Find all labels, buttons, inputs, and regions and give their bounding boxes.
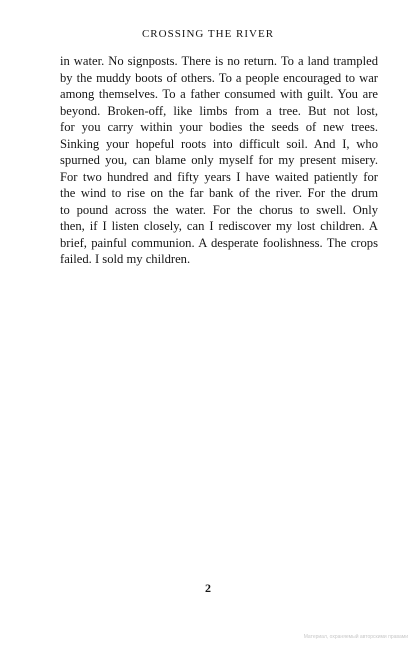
copyright-watermark: Материал, охраняемый авторскими правами — [303, 634, 408, 640]
text-line: among themselves. To a father consumed with guilt. You are — [60, 87, 378, 101]
text-line: in water. No signposts. There is no return. To a land trampled — [60, 54, 378, 68]
running-head: CROSSING THE RIVER — [141, 28, 275, 40]
body-text — [60, 53, 378, 268]
text-line: Sinking your hopeful roots into difficult soil. And I, who — [60, 136, 378, 151]
page-number: 2 — [205, 581, 211, 595]
text-line: spurned you, can blame only myself for my present misery. — [60, 153, 378, 167]
text-line: failed. I sold my children. — [60, 252, 191, 266]
text-line: For two hundred and fifty years I have waited patiently for — [60, 169, 378, 184]
text-line: then, if I listen closely, can I rediscover my lost children. A — [60, 219, 378, 233]
text-line: by the muddy boots of others. To a people encouraged to war — [60, 70, 378, 85]
text-line: brief, painful communion. A desperate foolishness. The crops — [60, 235, 378, 250]
text-line: the wind to rise on the far bank of the river. For the drum — [60, 186, 378, 200]
text-line: to pound across the water. For the chorus to swell. Only — [60, 202, 378, 217]
text-line: for you carry within your bodies the seeds of new trees. — [60, 120, 378, 134]
text-line: beyond. Broken-off, like limbs from a tree. But not lost, — [60, 103, 378, 118]
